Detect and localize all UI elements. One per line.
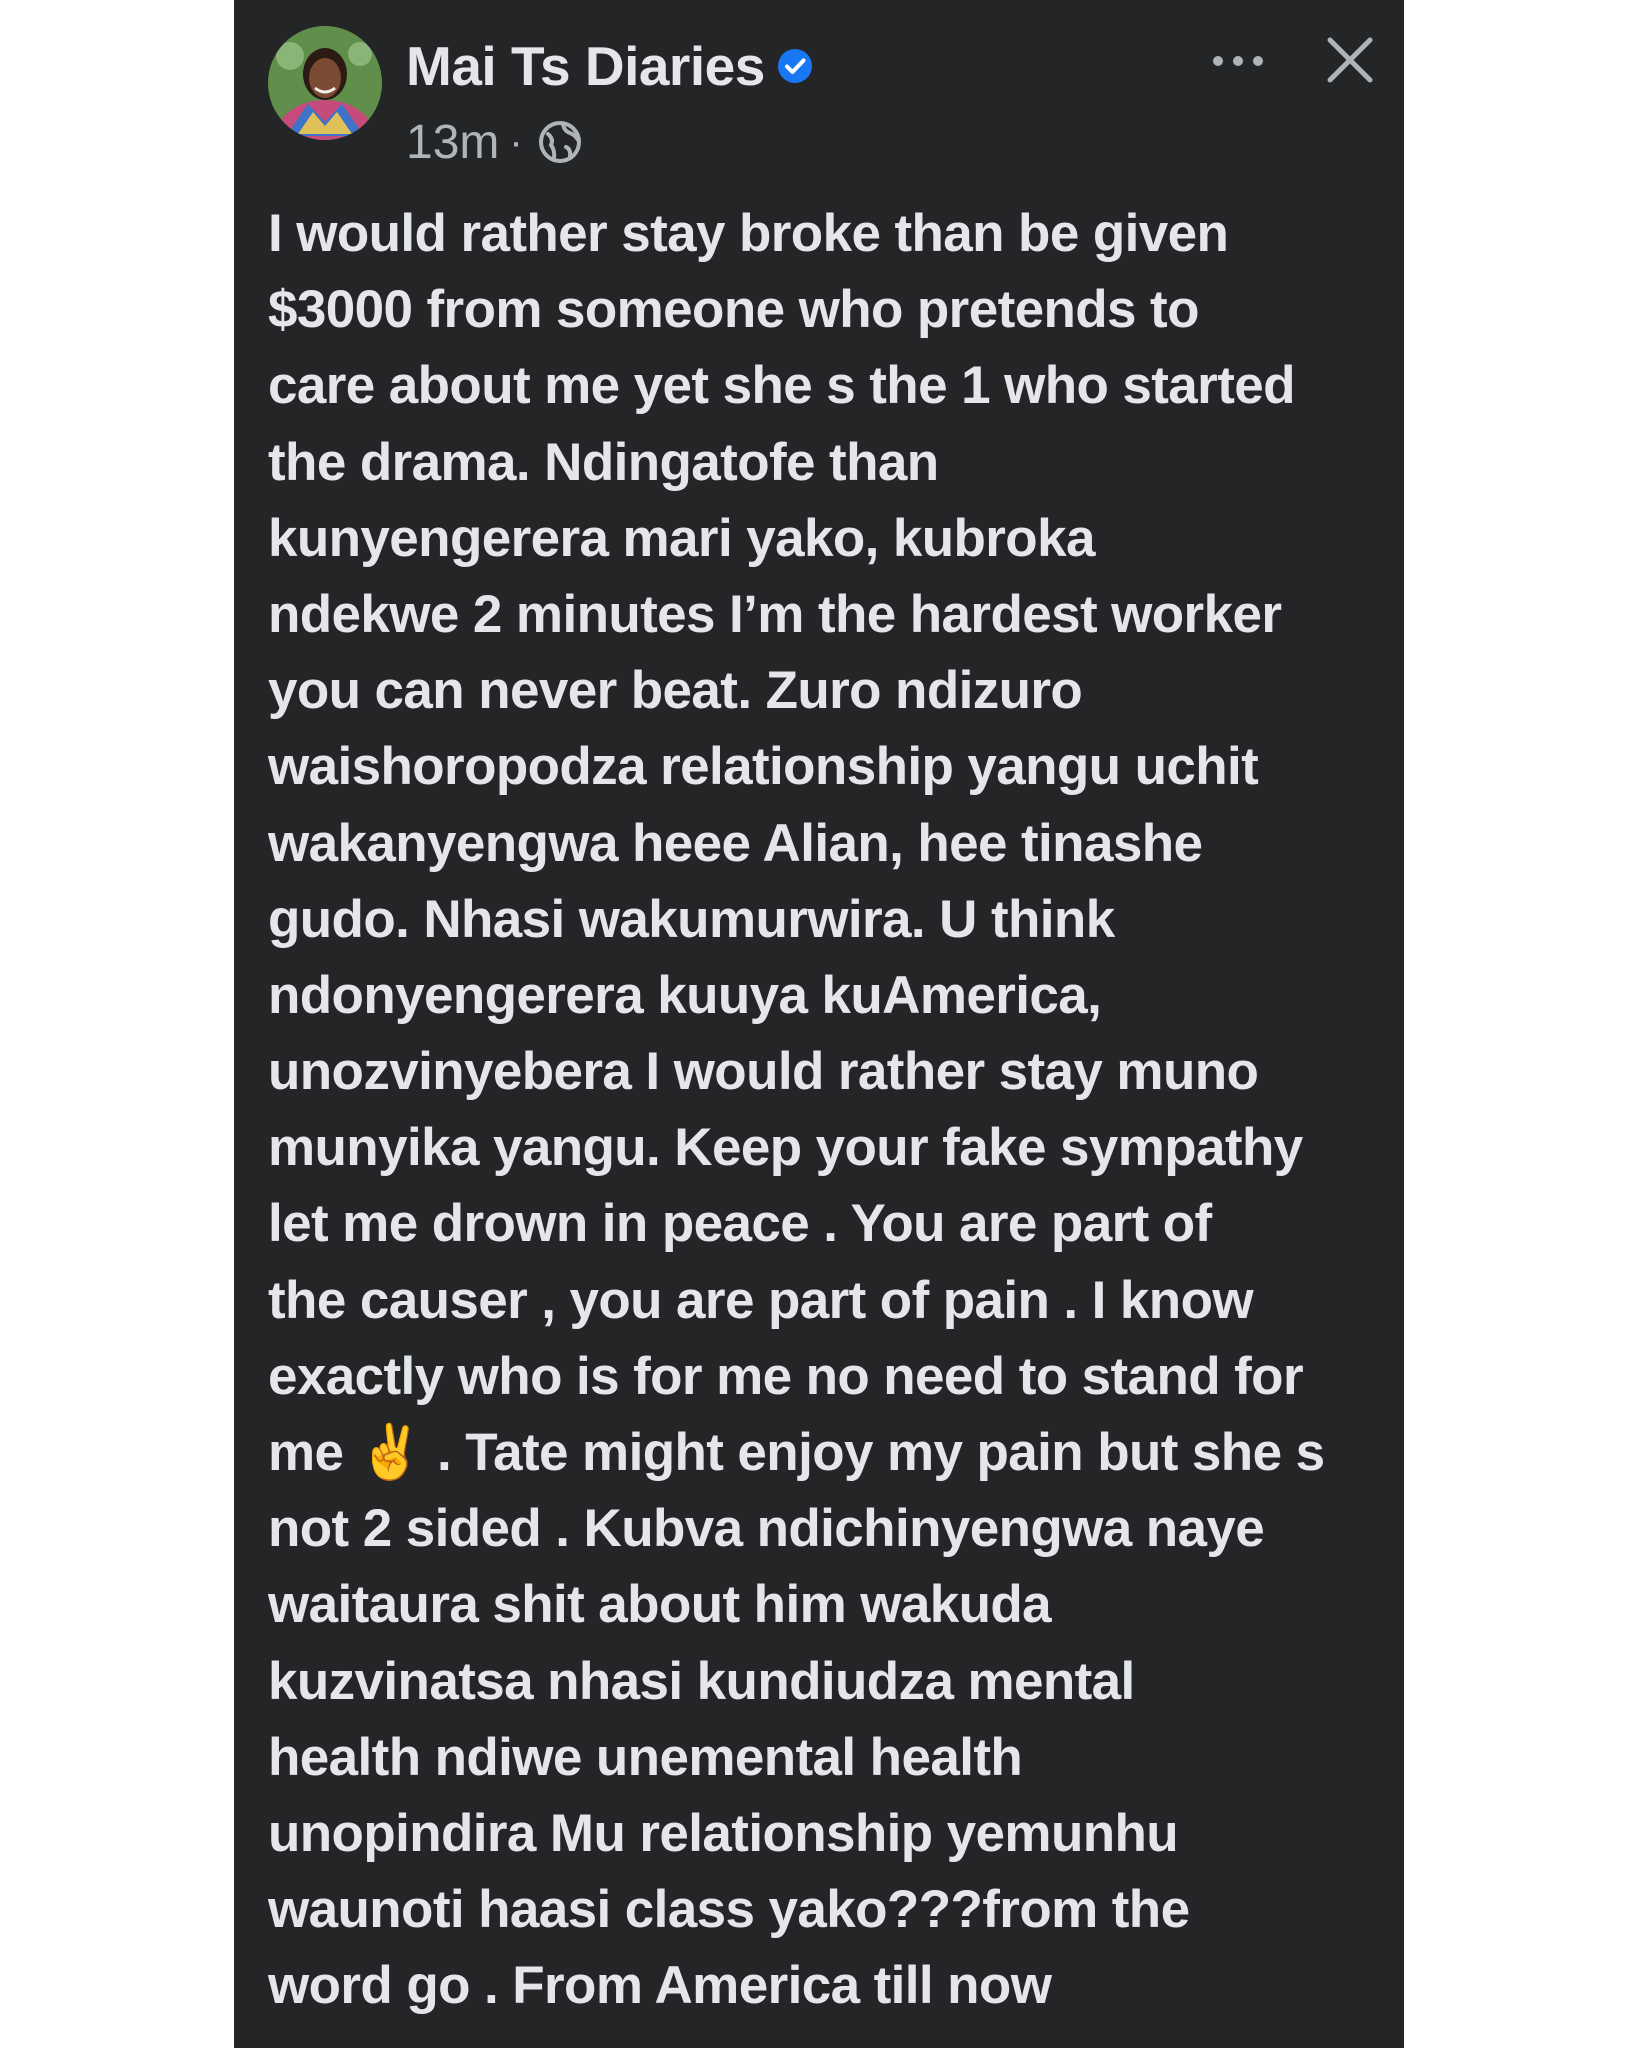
post-header: [268, 26, 1376, 169]
post-text-line: munyika yangu. Keep your fake sympathy: [268, 1118, 1303, 1178]
post-text-line: gudo. Nhasi wakumurwira. U think: [268, 889, 1115, 949]
post-text: [268, 196, 1378, 2025]
post-text-line: kuzvinatsa nhasi kundiudza mental: [268, 1651, 1135, 1711]
post-text-line: exactly who is for me no need to stand for: [268, 1346, 1303, 1406]
post-text-line: kunyengerera mari yako, kubroka: [268, 508, 1095, 568]
post-text-line: unozvinyebera I would rather stay muno: [268, 1042, 1259, 1102]
post-text-line: unopindira Mu relationship yemunhu: [268, 1803, 1179, 1863]
post-text-line: wakanyengwa heee Alian, hee tinashe: [268, 813, 1203, 873]
post-text-line: word go . From America till now: [268, 1956, 1052, 2016]
post-text-line: health ndiwe unemental health: [268, 1727, 1023, 1787]
post-text-line: ndonyengerera kuuya kuAmerica,: [268, 965, 1102, 1025]
post-text-line: ndekwe 2 minutes I’m the hardest worker: [268, 584, 1282, 644]
author-line: [406, 34, 813, 98]
post-text-line: waitaura shit about him wakuda: [268, 1575, 1052, 1635]
post-text-line: not 2 sided . Kubva ndichinyengwa naye: [268, 1499, 1265, 1559]
close-icon[interactable]: [1324, 34, 1376, 86]
post-meta: [406, 112, 583, 172]
post-text-line: you can never beat. Zuro ndizuro: [268, 661, 1083, 721]
post-text-line: me ✌️ . Tate might enjoy my pain but she s: [268, 1423, 1325, 1482]
post-text-line: $3000 from someone who pretends to: [268, 280, 1199, 340]
post-text-line: waishoropodza relationship yangu uchit: [268, 737, 1259, 797]
post-text-line: the causer , you are part of pain . I know: [268, 1270, 1253, 1330]
author-avatar[interactable]: [268, 26, 382, 140]
more-options-icon[interactable]: [1210, 46, 1266, 76]
globe-icon[interactable]: [537, 119, 583, 165]
post-text-line: let me drown in peace . You are part of: [268, 1194, 1212, 1254]
post-text-line: waunoti haasi class yako???from the: [268, 1880, 1190, 1940]
post-card: [234, 0, 1404, 2048]
verified-badge-icon: [777, 48, 813, 84]
post-text-line: care about me yet she s the 1 who started: [268, 356, 1295, 416]
post-text-line: the drama. Ndingatofe than: [268, 432, 939, 492]
meta-separator: ·: [509, 119, 523, 164]
avatar-portrait-image: [268, 26, 382, 140]
post-text-line: I would rather stay broke than be given: [268, 204, 1229, 263]
author-name[interactable]: Mai Ts Diaries: [406, 35, 765, 97]
post-timestamp[interactable]: 13m: [406, 115, 500, 169]
